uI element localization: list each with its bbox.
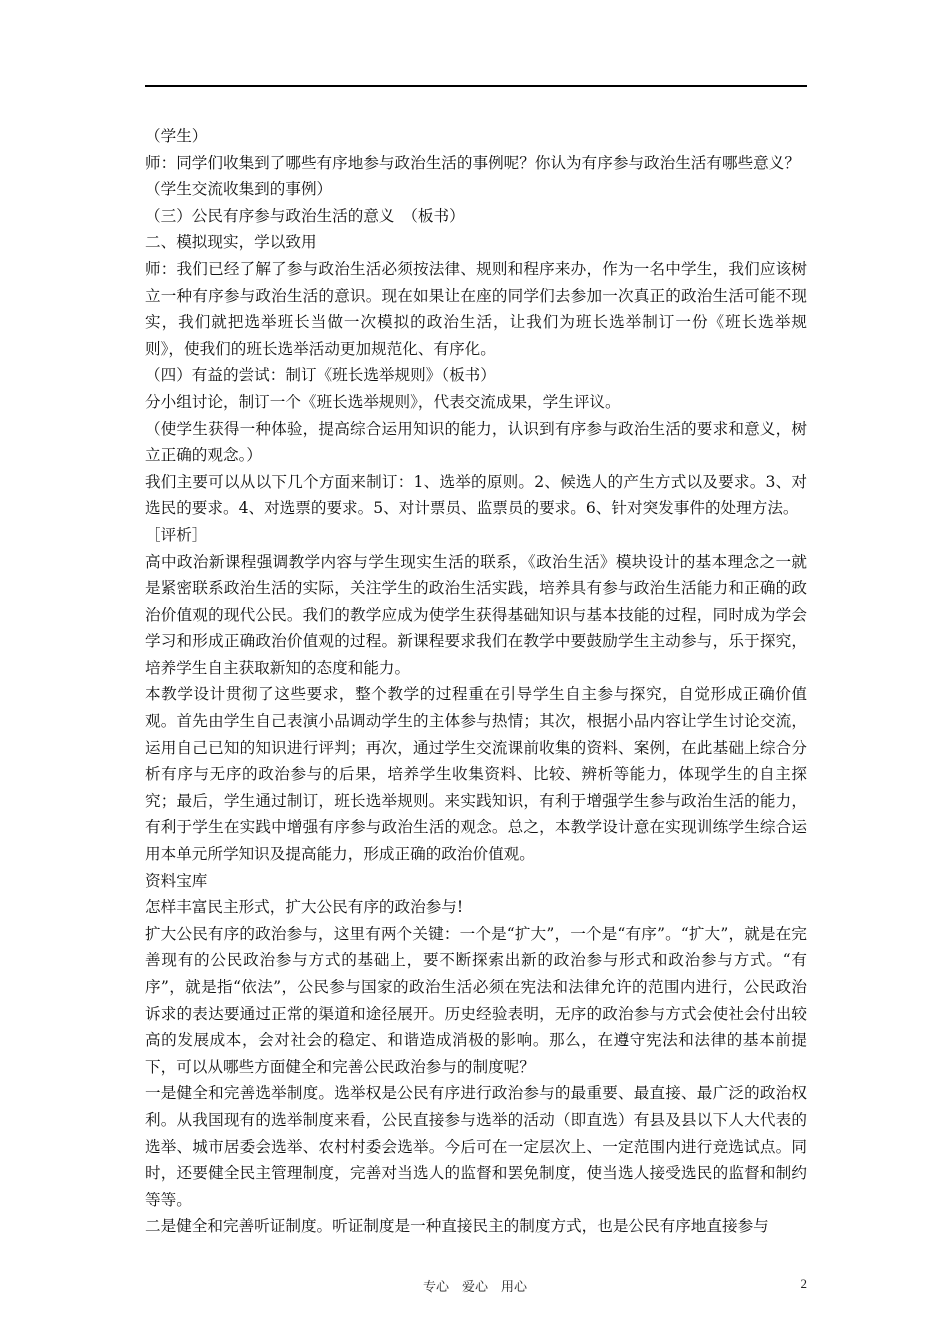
section-heading: 二、模拟现实，学以致用 — [145, 233, 317, 252]
paragraph: 怎样丰富民主形式，扩大公民有序的政治参与! — [145, 898, 464, 917]
header-rule — [145, 85, 807, 87]
paragraph: 扩大公民有序的政治参与，这里有两个关键：一个是“扩大”，一个是“有序”。“扩大”，就是在完善现有的公民政治参与方式的基础上，要不断探索出新的政治参与形式和政治参与方式。“有序”，就是指“依法”，公民参与国家的政治生活必须在宪法和法律允许的范围内进行，公民政治诉求的表达要通过正常的渠道和途径展开。历史经验表明，无序的政治参与方式会使社会付出较高的发展成本，会对社会的稳定、和谐造成消极的影响。那么，在遵守宪法和法律的基本前提下，可以从哪些方面健全和完善公民政治参与的制度呢？ — [145, 924, 807, 1076]
section-heading: 资料宝库 — [145, 871, 208, 890]
paragraph: 高中政治新课程强调教学内容与学生现实生活的联系，《政治生活》模块设计的基本理念之一就是紧密联系政治生活的实际，关注学生的政治生活实践，培养具有参与政治生活能力和正确的政治价值观的现代公民。我们的教学应成为使学生获得基础知识与基本技能的过程，同时成为学会学习和形成正确政治价值观的过程。新课程要求我们在教学中要鼓励学生主动参与，乐于探究，培养学生自主获取新知的态度和能力。 — [145, 552, 807, 677]
section-heading: （三）公民有序参与政治生活的意义 （板书） — [145, 206, 465, 225]
paragraph: 我们主要可以从以下几个方面来制订：1、选举的原则。2、候选人的产生方式以及要求。3、对选民的要求。4、对选票的要求。5、对计票员、监票员的要求。6、针对突发事件的处理方法。 — [145, 472, 807, 518]
paragraph: 本教学设计贯彻了这些要求，整个教学的过程重在引导学生自主参与探究，自觉形成正确价值观。首先由学生自己表演小品调动学生的主体参与热情；其次，根据小品内容让学生讨论交流，运用自己已知的知识进行评判；再次，通过学生交流课前收集的资料、案例，在此基础上综合分析有序与无序的政治参与的后果，培养学生收集资料、比较、辨析等能力，体现学生的自主探究；最后，学生通过制订，班长选举规则。来实践知识，有利于增强学生参与政治生活的能力，有利于学生在实践中增强有序参与政治生活的观念。总之，本教学设计意在实现训练学生综合运用本单元所学知识及提高能力，形成正确的政治价值观。 — [145, 685, 807, 864]
paragraph: 一是健全和完善选举制度。选举权是公民有序进行政治参与的最重要、最直接、最广泛的政治权利。从我国现有的选举制度来看，公民直接参与选举的活动（即直选）有县及县以下人大代表的选举、城市居委会选举、农村村委会选举。今后可在一定层次上、一定范围内进行竞选试点。同时，还要健全民主管理制度，完善对当选人的监督和罢免制度，使当选人接受选民的监督和制约等等。 — [145, 1084, 807, 1209]
paragraph: 师：我们已经了解了参与政治生活必须按法律、规则和程序来办，作为一名中学生，我们应该树立一种有序参与政治生活的意识。现在如果让在座的同学们去参加一次真正的政治生活可能不现实，我们就把选举班长当做一次模拟的政治生活，让我们为班长选举制订一份《班长选举规则》，使我们的班长选举活动更加规范化、有序化。 — [145, 259, 807, 358]
paragraph: （学生） — [145, 127, 208, 145]
section-heading: （四）有益的尝试：制订《班长选举规则》（板书） — [145, 366, 496, 385]
paragraph: （使学生获得一种体验，提高综合运用知识的能力，认识到有序参与政治生活的要求和意义，树立正确的观念。） — [145, 419, 807, 465]
body-text — [145, 123, 807, 1240]
paragraph: （学生交流收集到的事例） — [145, 180, 333, 199]
paragraph: 分小组讨论，制订一个《班长选举规则》，代表交流成果，学生评议。 — [145, 392, 621, 411]
paragraph: 师：同学们收集到了哪些有序地参与政治生活的事例呢？你认为有序参与政治生活有哪些意义？ — [145, 153, 800, 172]
page-number: 2 — [800, 1276, 807, 1291]
section-heading: ［评析］ — [145, 525, 208, 544]
footer-motto: 专心 爱心 用心 — [422, 1280, 527, 1295]
paragraph: 二是健全和完善听证制度。听证制度是一种直接民主的制度方式，也是公民有序地直接参与 — [145, 1217, 769, 1236]
